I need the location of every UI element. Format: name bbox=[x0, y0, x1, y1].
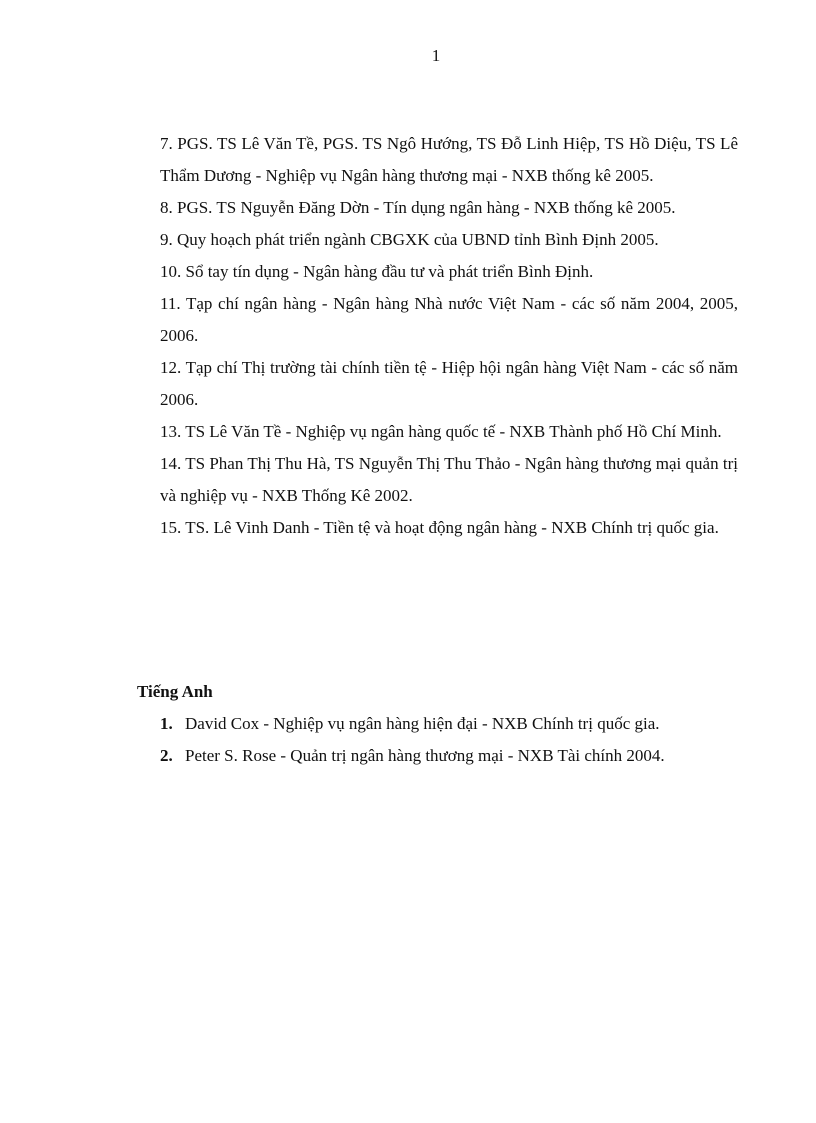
reference-item-13: 13. TS Lê Văn Tề - Nghiệp vụ ngân hàng quốc tế - NXB Thành phố Hồ Chí Minh. bbox=[160, 422, 722, 441]
english-reference-text: Peter S. Rose - Quản trị ngân hàng thương mại - NXB Tài chính 2004. bbox=[185, 746, 665, 765]
section-title-english: Tiếng Anh bbox=[137, 682, 213, 701]
english-reference-item-2 bbox=[160, 740, 760, 772]
english-reference-number: 1. bbox=[160, 714, 173, 733]
reference-item-7: 7. PGS. TS Lê Văn Tề, PGS. TS Ngô Hướng, TS Đỗ Linh Hiệp, TS Hồ Diệu, TS Lê Thẩm Dương - Nghiệp vụ Ngân hàng thương mại - NXB thống kê 2005. bbox=[160, 134, 738, 185]
reference-item-9: 9. Quy hoạch phát triển ngành CBGXK của UBND tỉnh Bình Định 2005. bbox=[160, 230, 659, 249]
reference-list bbox=[160, 128, 738, 544]
reference-item-15: 15. TS. Lê Vinh Danh - Tiền tệ và hoạt động ngân hàng - NXB Chính trị quốc gia. bbox=[160, 518, 719, 537]
english-reference-list bbox=[160, 708, 760, 772]
reference-item-8: 8. PGS. TS Nguyễn Đăng Dờn - Tín dụng ngân hàng - NXB thống kê 2005. bbox=[160, 198, 676, 217]
english-reference-text: David Cox - Nghiệp vụ ngân hàng hiện đại - NXB Chính trị quốc gia. bbox=[185, 714, 660, 733]
reference-item-11: 11. Tạp chí ngân hàng - Ngân hàng Nhà nước Việt Nam - các số năm 2004, 2005, 2006. bbox=[160, 294, 738, 345]
reference-item-12: 12. Tạp chí Thị trường tài chính tiền tệ - Hiệp hội ngân hàng Việt Nam - các số năm 2006. bbox=[160, 358, 738, 409]
english-reference-item-1 bbox=[160, 708, 760, 740]
reference-item-10: 10. Sổ tay tín dụng - Ngân hàng đầu tư và phát triển Bình Định. bbox=[160, 262, 594, 281]
english-reference-number: 2. bbox=[160, 746, 173, 765]
page-number: 1 bbox=[431, 46, 441, 65]
reference-item-14: 14. TS Phan Thị Thu Hà, TS Nguyễn Thị Thu Thảo - Ngân hàng thương mại quản trị và nghiệp vụ - NXB Thống Kê 2002. bbox=[160, 454, 738, 505]
